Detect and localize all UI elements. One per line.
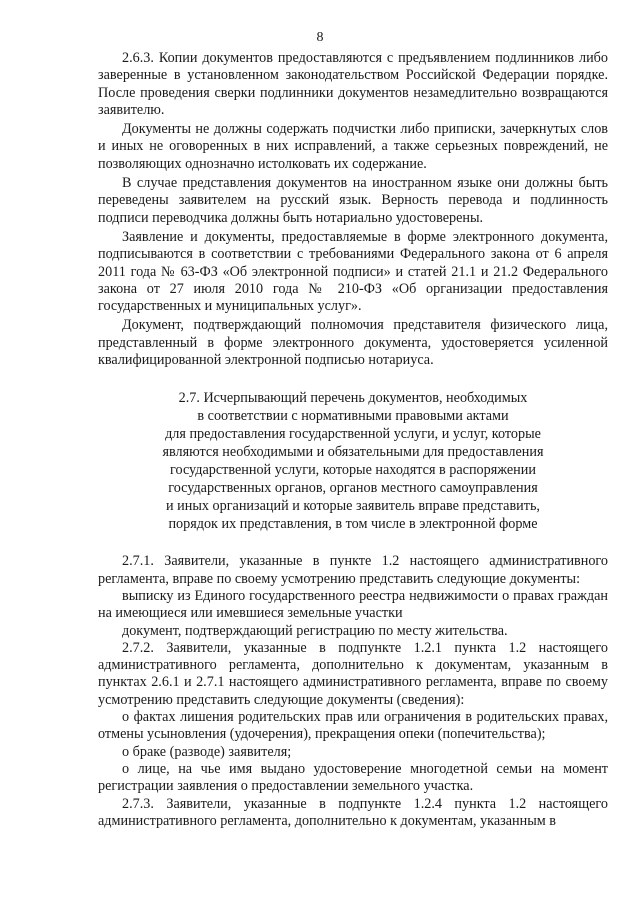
paragraph-foreign-language: В случае представления документов на иностранном языке они должны быть переведены заявителем на русский язык. Верность перевода и подлинность подписи переводчика должны быть нотариально удостоверены.: [98, 175, 608, 226]
heading-line: государственной услуги, которые находятся в распоряжении: [170, 462, 536, 479]
section-heading-2-7: [98, 389, 608, 533]
paragraph-parental-rights: о фактах лишения родительских прав или ограничения в родительских правах, отмены усыновления (удочерения), прекращения опеки (попечительства);: [98, 709, 608, 743]
heading-line: порядок их представления, в том числе в электронной форме: [168, 516, 538, 533]
heading-line: 2.7. Исчерпывающий перечень документов, необходимых: [178, 390, 528, 407]
paragraph-electronic-signature: Заявление и документы, предоставляемые в форме электронного документа, подписываются в соответствии с требованиями Федерального закона от 6 апреля 2011 года № 63-ФЗ «Об электронной подписи» и статей 21.1 и 21.2 Федерального закона от 27 июля 2010 года № 210-ФЗ «Об организации предоставления государственных и муниципальных услуг».: [98, 228, 608, 315]
heading-line: и иных организаций и которые заявитель вправе представить,: [166, 498, 540, 515]
paragraph-2-7-3: 2.7.3. Заявители, указанные в подпункте 1.2.4 пункта 1.2 настоящего административного регламента, дополнительно к документам, указанным в: [98, 795, 608, 829]
paragraph-2-6-3: 2.6.3. Копии документов предоставляются с предъявлением подлинников либо заверенные в установленном законодательством Российской Федерации порядке. После проведения сверки подлинники документов незамедлительно возвращаются заявителю.: [98, 50, 608, 118]
paragraph-2-7-2: 2.7.2. Заявители, указанные в подпункте 1.2.1 пункта 1.2 настоящего административного регламента, дополнительно к документам, указанным в пунктах 2.6.1 и 2.7.1 настоящего административного регламента, вправе по своему усмотрению представить следующие документы (сведения):: [98, 639, 608, 708]
paragraph-no-corrections: Документы не должны содержать подчистки либо приписки, зачеркнутых слов и иных не оговоренных в них исправлений, а также серьезных повреждений, не позволяющих однозначно истолковать их содержание.: [98, 121, 608, 172]
document-body: [98, 50, 608, 830]
heading-line: для предоставления государственной услуги, и услуг, которые: [165, 426, 541, 443]
paragraph-marriage: о браке (разводе) заявителя;: [122, 743, 292, 760]
paragraph-large-family: о лице, на чье имя выдано удостоверение многодетной семьи на момент регистрации заявления о предоставлении земельного участка.: [98, 760, 608, 795]
page-number: 8: [316, 30, 324, 45]
heading-line: в соответствии с нормативными правовыми актами: [197, 408, 509, 425]
heading-line: являются необходимыми и обязательными для предоставления: [162, 444, 544, 461]
paragraph-2-7-1: 2.7.1. Заявители, указанные в пункте 1.2 настоящего административного регламента, вправе по своему усмотрению представить следующие документы:: [98, 553, 608, 587]
paragraph-egrn-extract: выписку из Единого государственного реестра недвижимости о правах граждан на имеющиеся или имевшиеся земельные участки: [98, 587, 608, 622]
paragraph-representative: Документ, подтверждающий полномочия представителя физического лица, представленный в форме электронного документа, удостоверяется усиленной квалифицированной электронной подписью нотариуса.: [98, 317, 608, 369]
paragraph-registration-document: документ, подтверждающий регистрацию по месту жительства.: [122, 622, 508, 639]
heading-line: государственных органов, органов местного самоуправления: [168, 480, 538, 497]
